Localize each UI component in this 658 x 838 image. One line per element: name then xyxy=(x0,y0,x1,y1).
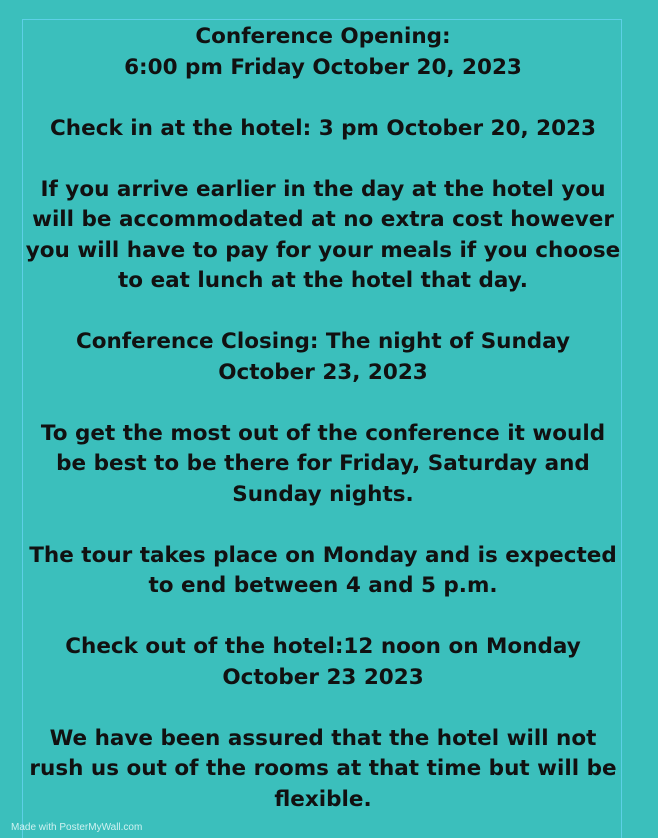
poster-content xyxy=(12,22,634,815)
check-in-text: Check in at the hotel: 3 pm October 20, 2023 xyxy=(50,115,596,141)
early-arrival-text: If you arrive earlier in the day at the hotel you will be accommodated at no extra cost however you will have to pay for your meals if you choose to eat lunch at the hotel that day. xyxy=(25,176,621,293)
conference-closing-text: Conference Closing: The night of Sunday October 23, 2023 xyxy=(75,329,571,385)
room-assurance-text: We have been assured that the hotel will not rush us out of the rooms at that time but will be flexible. xyxy=(29,725,617,812)
conference-opening-text: Conference Opening: 6:00 pm Friday October 20, 2023 xyxy=(124,24,522,80)
watermark-text: Made with PosterMyWall.com xyxy=(11,822,143,833)
check-out-text: Check out of the hotel:12 noon on Monday October 23 2023 xyxy=(65,634,581,690)
attendance-advice-text: To get the most out of the conference it would be best to be there for Friday, Saturday and Sunday nights. xyxy=(40,420,606,507)
tour-text: The tour takes place on Monday and is expected to end between 4 and 5 p.m. xyxy=(29,542,617,598)
